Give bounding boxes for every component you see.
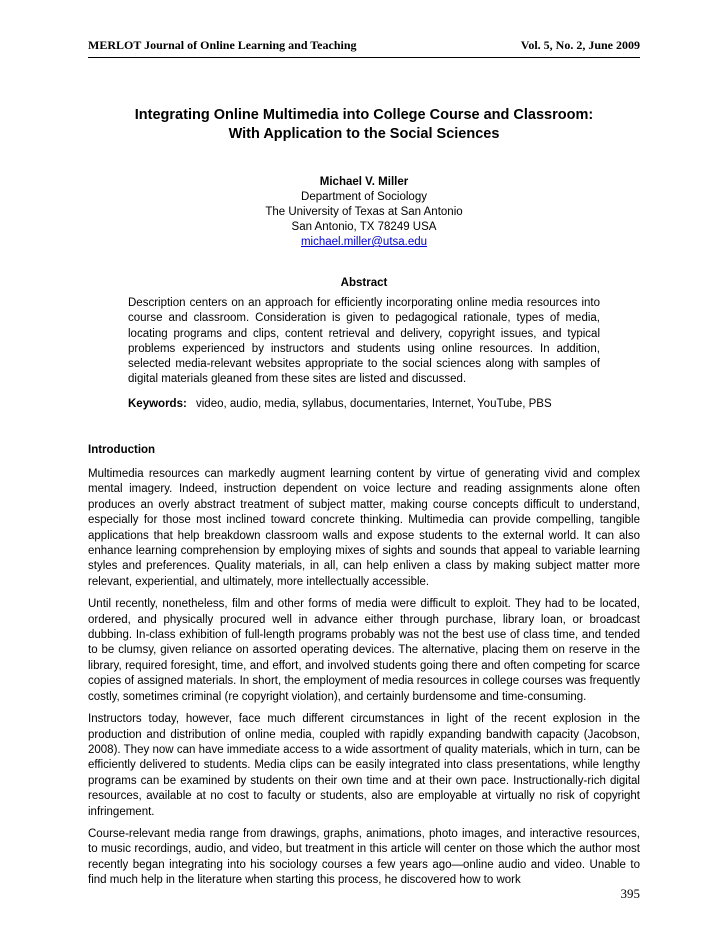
page-number: 395 [620,886,640,901]
keywords-label: Keywords: [128,398,187,410]
paragraph: Multimedia resources can markedly augment learning content by virtue of generating vivid and complex mental imagery. Indeed, instruction dependent on voice lecture and reading assignments alone often produces an overly abstract treatment of subject matter, making course concepts difficult to understand, especially for those most inclined toward concrete thinking. Multimedia can provide compelling, tangible applications that help breakdown classroom walls and expose students to the external world. It can also enhance learning comprehension by employing mixes of sights and sounds that appeal to variable learning styles and preferences. Quality materials, in all, can help enliven a class by making subject matter more relevant, experiential, and ultimately, more intellectually accessible. [88,468,640,588]
author-name: Michael V. Miller [319,176,409,188]
keywords-line [128,397,628,412]
author-block [88,175,640,250]
volume-info: Vol. 5, No. 2, June 2009 [520,38,640,52]
running-header [88,38,640,58]
abstract-heading: Abstract [340,277,388,289]
abstract-text: Description centers on an approach for efficiently incorporating online media resources into course and classroom. Consideration is given to pedagogical rationale, types of media, locating programs and clips, content retrieval and delivery, copyright issues, and typical problems experienced by instructors and students using online resources. In addition, selected media-relevant websites appropriate to the social sciences along with samples of digital materials gleaned from these sites are listed and discussed. [128,297,600,386]
paragraph: Instructors today, however, face much different circumstances in light of the recent explosion in the production and distribution of online media, coupled with rapidly expanding bandwith capacity (Jacobson, 2008). They now can have immediate access to a wide assortment of quality materials, which in turn, can be efficiently delivered to students. Media clips can be easily integrated into class presentations, while lengthy programs can be examined by students on their own time and at their own pace. Instructionally-rich digital resources, available at no cost to faculty or students, also are employable at virtually no risk of copyright infringement. [88,713,640,818]
introduction-heading: Introduction [88,444,156,456]
title-line-2: With Application to the Social Sciences [228,126,500,142]
author-email-link[interactable]: michael.miller@utsa.edu [300,236,428,248]
author-university: The University of Texas at San Antonio [265,206,463,218]
author-department: Department of Sociology [301,191,427,203]
journal-name: MERLOT Journal of Online Learning and Teaching [88,38,357,52]
paragraph: Until recently, nonetheless, film and other forms of media were difficult to exploit. They had to be located, ordered, and physically procured well in advance either through purchase, library loan, or broadcast dubbing. In-class exhibition of full-length programs probably was not the best use of class time, and tended to be clumsy, given reliance on assorted operating devices. The alternative, placing them on reserve in the library, required foresight, time, and effort, and involved students going there and often competing for scarce copies of assigned materials. In short, the employment of media resources in college courses was frequently costly, sometimes criminal (re copyright violation), and certainly burdensome and time-consuming. [88,598,640,703]
introduction-body [88,467,640,896]
article-title [88,106,640,144]
author-address: San Antonio, TX 78249 USA [291,221,437,233]
title-line-1: Integrating Online Multimedia into College Course and Classroom: [134,107,594,123]
paragraph: Course-relevant media range from drawings, graphs, animations, photo images, and interactive resources, to music recordings, audio, and video, but treatment in this article will center on those which the author most recently began integrating into his sociology courses a few years ago—online audio and video. Unable to find much help in the literature when starting this process, he discovered how to work [88,827,640,887]
keywords-list: video, audio, media, syllabus, documentaries, Internet, YouTube, PBS [196,398,552,410]
